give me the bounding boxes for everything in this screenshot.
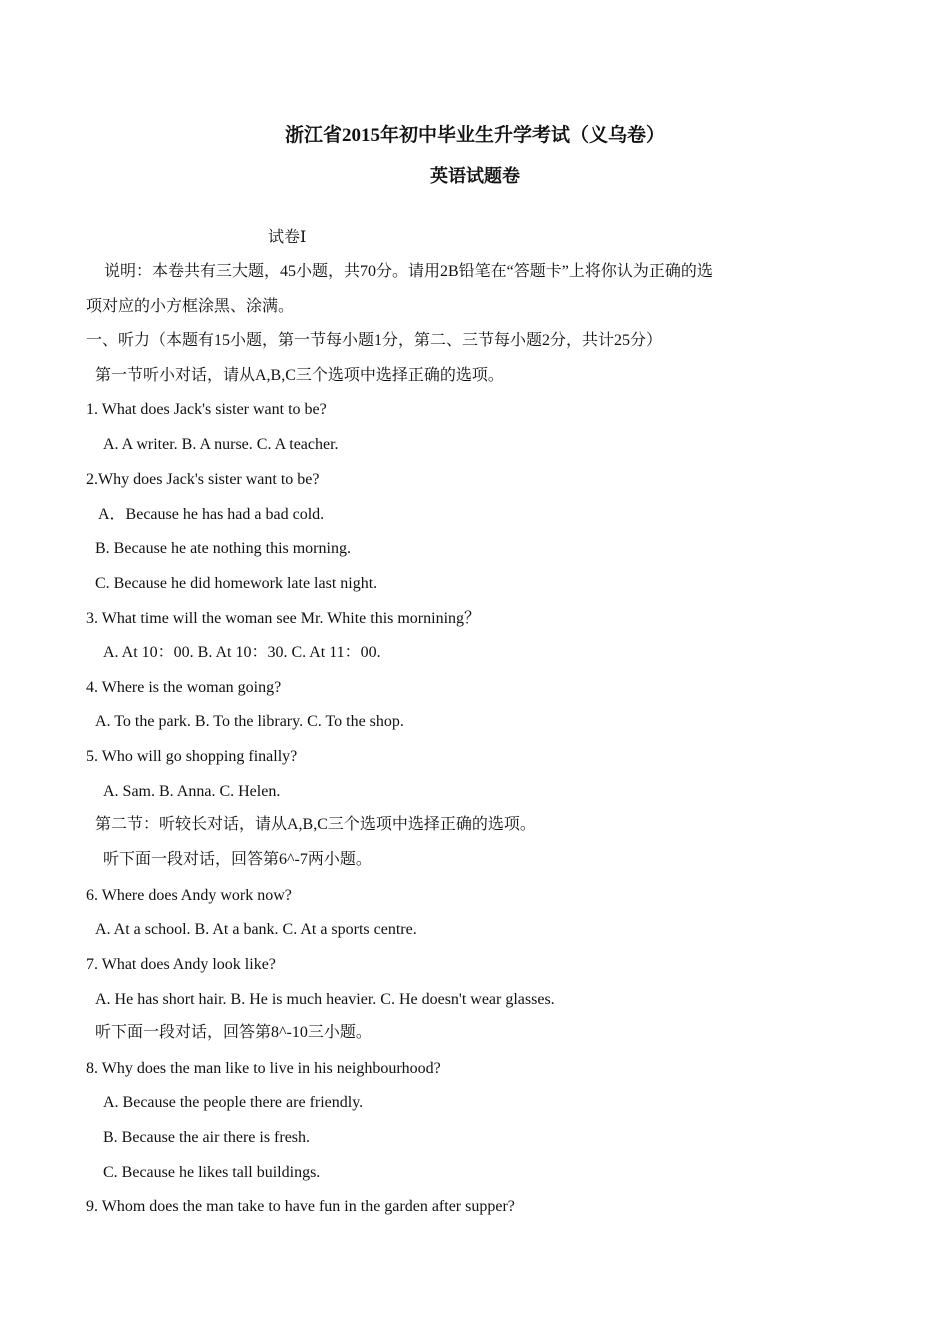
part-two-heading: 第二节：听较长对话，请从A,B,C三个选项中选择正确的选项。 — [95, 816, 536, 833]
question-7: 7. What does Andy look like? — [86, 956, 276, 973]
question-8-option-a: A. Because the people there are friendly. — [103, 1094, 364, 1111]
question-2-option-c: C. Because he did homework late last night. — [95, 575, 378, 592]
dialogue-one-note: 听下面一段对话，回答第6^-7两小题。 — [103, 851, 372, 868]
question-8: 8. Why does the man like to live in his neighbourhood? — [86, 1060, 441, 1077]
question-1-options: A. A writer. B. A nurse. C. A teacher. — [103, 436, 339, 453]
question-9: 9. Whom does the man take to have fun in the garden after supper? — [86, 1198, 515, 1215]
question-5-options: A. Sam. B. Anna. C. Helen. — [103, 783, 281, 800]
question-2: 2.Why does Jack's sister want to be? — [86, 471, 320, 488]
question-2-option-b: B. Because he ate nothing this morning. — [95, 540, 351, 557]
part-one-heading: 第一节听小对话，请从A,B,C三个选项中选择正确的选项。 — [95, 367, 504, 384]
question-1: 1. What does Jack's sister want to be? — [86, 401, 327, 418]
question-6: 6. Where does Andy work now? — [86, 887, 292, 904]
question-4: 4. Where is the woman going? — [86, 679, 282, 696]
question-6-options: A. At a school. B. At a bank. C. At a sports centre. — [95, 921, 417, 938]
question-5: 5. Who will go shopping finally? — [86, 748, 298, 765]
exam-subtitle: 英语试题卷 — [430, 166, 520, 186]
question-2-option-a: A．Because he has had a bad cold. — [98, 506, 325, 523]
question-3-options: A. At 10：00. B. At 10：30. C. At 11：00. — [103, 644, 381, 661]
dialogue-two-note: 听下面一段对话，回答第8^-10三小题。 — [95, 1024, 372, 1041]
instructions-line-1: 说明：本卷共有三大题，45小题，共70分。请用2B铅笔在“答题卡”上将你认为正确的选 — [104, 263, 713, 280]
paper-label: 试卷Ⅰ — [268, 229, 307, 246]
exam-title: 浙江省2015年初中毕业生升学考试（义乌卷） — [284, 125, 665, 146]
question-3: 3. What time will the woman see Mr. White this mornining？ — [86, 610, 481, 627]
question-8-option-b: B. Because the air there is fresh. — [103, 1129, 311, 1146]
question-7-options: A. He has short hair. B. He is much heavier. C. He doesn't wear glasses. — [95, 991, 555, 1008]
instructions-line-2: 项对应的小方框涂黑、涂满。 — [86, 298, 295, 315]
question-8-option-c: C. Because he likes tall buildings. — [103, 1164, 321, 1181]
question-4-options: A. To the park. B. To the library. C. To the shop. — [95, 713, 404, 730]
section-one-heading: 一、听力（本题有15小题，第一节每小题1分，第二、三节每小题2分，共计25分） — [86, 332, 663, 349]
